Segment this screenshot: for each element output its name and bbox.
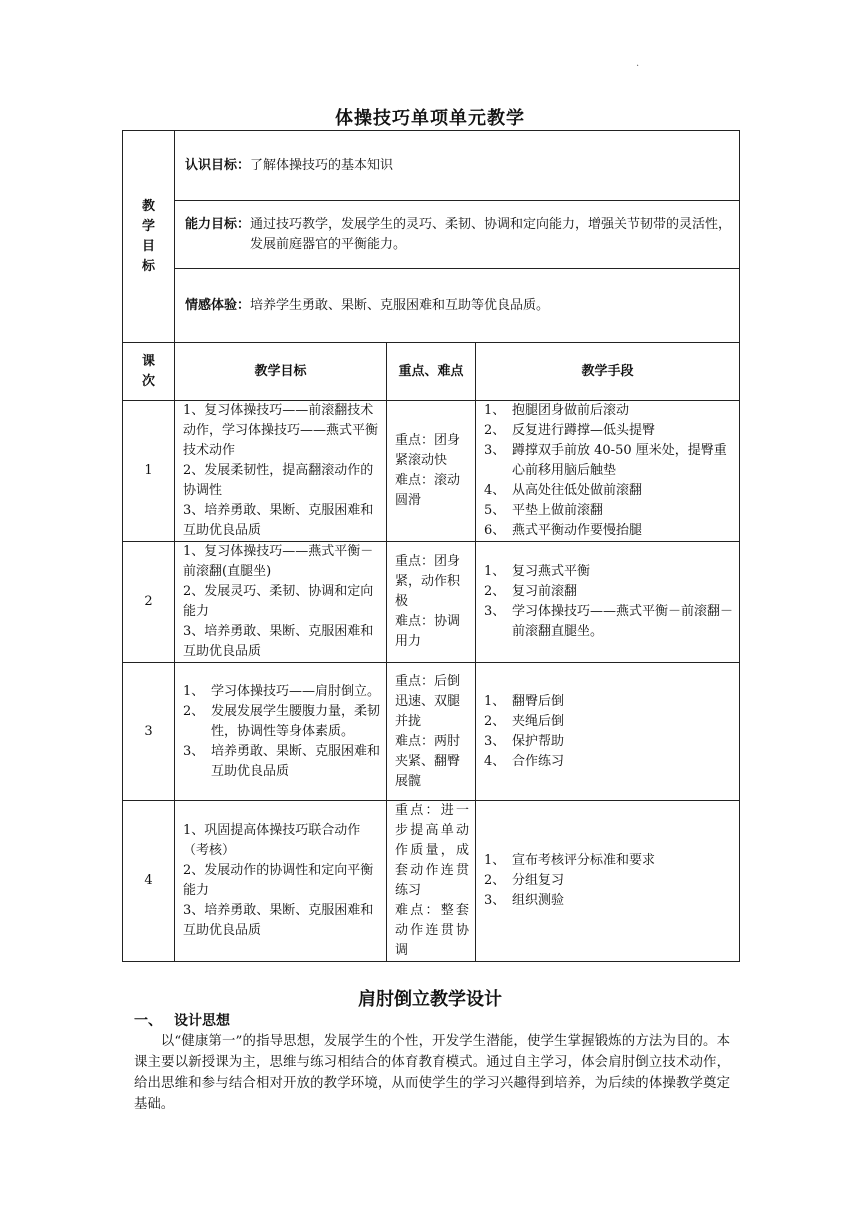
lesson-key-points: 重点：团身紧，动作积极 难点：协调用力	[387, 542, 476, 663]
goal-item: 3、 培养勇敢、果断、克服困难和互助优良品质	[183, 743, 381, 779]
means-item: 2、 分组复习	[484, 873, 565, 888]
lesson-row-1	[123, 401, 740, 542]
unit-teaching-table	[122, 130, 740, 962]
means-item: 1、 复习燕式平衡	[484, 564, 591, 579]
lesson-goals	[175, 663, 387, 801]
header-means: 教学手段	[476, 343, 740, 401]
lesson-goals: 1、巩固提高体操技巧联合动作（考核） 2、发展动作的协调性和定向平衡能力 3、培养勇敢、果断、克服困难和互助优良品质	[175, 801, 387, 962]
means-item: 4、 从高处往低处做前滚翻	[484, 483, 643, 498]
means-item: 3、 学习体操技巧——燕式平衡－前滚翻－前滚翻直腿坐。	[484, 604, 734, 639]
document-title: 体操技巧单项单元教学	[335, 108, 525, 129]
means-item: 4、 合作练习	[484, 753, 565, 769]
lesson-row-2	[123, 542, 740, 663]
lesson-row-3	[123, 663, 740, 801]
header-key-points: 重点、难点	[387, 343, 476, 401]
goal-item: 1、 学习体操技巧——肩肘倒立。	[183, 683, 381, 699]
lesson-goals: 1、复习体操技巧——前滚翻技术动作，学习体操技巧——燕式平衡技术动作 2、发展柔韧性，提高翻滚动作的协调性 3、培养勇敢、果断、克服困难和互助优良品质	[175, 401, 387, 542]
lesson-key-points: 重点：团身紧滚动快 难点：滚动圆滑	[387, 401, 476, 542]
means-item: 1、 宣布考核评分标准和要求	[484, 853, 656, 868]
lesson-means	[476, 542, 740, 663]
means-item: 3、 保护帮助	[484, 733, 565, 749]
goal-item: 2、 发展发展学生腰腹力量，柔韧性，协调性等身体素质。	[183, 703, 381, 739]
ability-objective: 能力目标： 通过技巧教学，发展学生的灵巧、柔韧、协调和定向能力，增强关节韧带的灵活性，发展前庭器官的平衡能力。	[175, 201, 740, 269]
objectives-side-label: 教 学 目 标	[123, 131, 175, 343]
section-heading: 一、 设计思想	[134, 1013, 230, 1029]
lesson-key-points: 重点：进一步提高单动作质量，成套动作连贯练习 难点：整套动作连贯协调	[387, 801, 476, 962]
means-item: 1、 翻臀后倒	[484, 693, 565, 709]
means-item: 1、 抱腿团身做前后滚动	[484, 403, 630, 418]
lesson-row-4	[123, 801, 740, 962]
header-lesson: 课 次	[123, 343, 175, 401]
lesson-means	[476, 401, 740, 542]
header-goal: 教学目标	[175, 343, 387, 401]
means-item: 6、 燕式平衡动作要慢抬腿	[484, 523, 643, 538]
lesson-number: 2	[123, 542, 175, 663]
means-item: 2、 反复进行蹲撑—低头提臀	[484, 423, 656, 438]
lesson-means	[476, 663, 740, 801]
means-item: 2、 夹绳后倒	[484, 713, 565, 729]
corner-mark: .	[636, 58, 640, 69]
means-item: 5、 平垫上做前滚翻	[484, 503, 604, 518]
emotion-objective: 情感体验： 培养学生勇敢、果断、克服困难和互助等优良品质。	[175, 269, 740, 343]
means-item: 3、 组织测验	[484, 893, 565, 908]
lesson-number: 3	[123, 663, 175, 801]
lesson-number: 1	[123, 401, 175, 542]
design-paragraph: 以“健康第一”的指导思想，发展学生的个性，开发学生潜能，使学生掌握锻炼的方法为目的。本课主要以新授课为主，思维与练习相结合的体育教育模式。通过自主学习，体会肩肘倒立技术动作，给出思维和参与结合相对开放的教学环境，从而使学生的学习兴趣得到培养，为后续的体操教学奠定基础。	[134, 1034, 730, 1112]
lesson-means	[476, 801, 740, 962]
lesson-goals: 1、复习体操技巧——燕式平衡－前滚翻(直腿坐) 2、发展灵巧、柔韧、协调和定向能力 3、培养勇敢、果断、克服困难和互助优良品质	[175, 542, 387, 663]
means-item: 2、 复习前滚翻	[484, 584, 578, 599]
section-title: 肩肘倒立教学设计	[358, 989, 502, 1010]
lesson-key-points: 重点：后倒迅速、双腿并拢 难点：两肘夹紧、翻臀展髋	[387, 663, 476, 801]
cognitive-objective: 认识目标： 了解体操技巧的基本知识	[175, 131, 740, 201]
means-item: 3、 蹲撑双手前放 40-50 厘米处，提臀重心前移用脑后触垫	[484, 443, 727, 478]
lesson-number: 4	[123, 801, 175, 962]
